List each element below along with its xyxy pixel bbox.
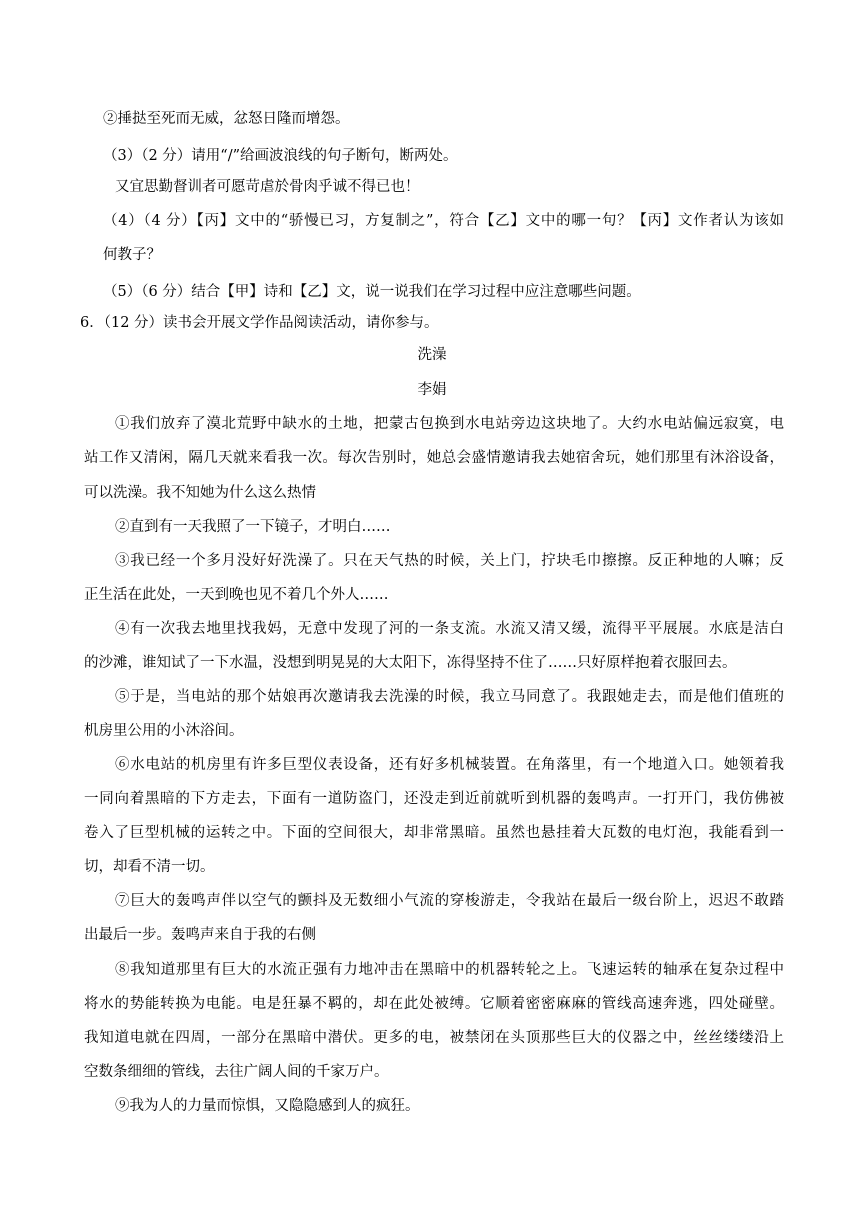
question-5: （5）（6 分）结合【甲】诗和【乙】文，说一说我们在学习过程中应注意哪些问题。 xyxy=(103,284,641,300)
question-4-continued: 何教子？ xyxy=(103,247,161,263)
paragraph-3-line-2: 正生活在此处，一天到晚也见不着几个外人…… xyxy=(84,587,389,603)
paragraph-7-line-2: 出最后一步。轰鸣声来自于我的右侧 xyxy=(84,927,316,943)
paragraph-6-line-2: 一同向着黑暗的下方走去，下面有一道防盗门，还没走到近前就听到机器的轰鸣声。一打开门，我仿佛被 xyxy=(84,791,784,807)
paragraph-4-line-2: 的沙滩，谁知试了一下水温，没想到明晃晃的大太阳下，冻得坚持不住了……只好原样抱着衣服回去。 xyxy=(84,655,737,671)
question-3: （3）（2 分）请用“/”给画波浪线的句子断句，断两处。 xyxy=(103,148,458,164)
paragraph-5: ⑤于是，当电站的那个姑娘再次邀请我去洗澡的时候，我立马同意了。我跟她走去，而是他们值班的 xyxy=(115,689,784,705)
classical-text-line: ②捶挞至死而无威，忿怒日隆而增怨。 xyxy=(103,111,350,127)
paragraph-6: ⑥水电站的机房里有许多巨型仪表设备，还有好多机械装置。在角落里，有一个地道入口。她领着我 xyxy=(115,757,784,773)
question-4: （4）（4 分）【丙】文中的“骄慢已习，方复制之”，符合【乙】文中的哪一句？【丙】文作者认为该如 xyxy=(103,213,784,229)
paragraph-1-line-2: 站工作又清闲，隔几天就来看我一次。每次告别时，她总会盛情邀请我去她宿舍玩，她们那里有沐浴设备， xyxy=(84,450,784,466)
paragraph-3: ③我已经一个多月没好好洗澡了。只在天气热的时候，关上门，拧块毛巾擦擦。反正种地的人嘛；反 xyxy=(115,553,784,569)
paragraph-7: ⑦巨大的轰鸣声伴以空气的颤抖及无数细小气流的穿梭游走，令我站在最后一级台阶上，迟迟不敢踏 xyxy=(115,893,784,909)
paragraph-8-line-4: 空数条细细的管线，去往广阔人间的千家万户。 xyxy=(84,1064,389,1080)
wavy-underlined-sentence: 又宜思勤督训者可愿苛虐於骨肉乎诚不得已也！ xyxy=(115,179,420,195)
paragraph-8: ⑧我知道那里有巨大的水流正强有力地冲击在黑暗中的机器转轮之上。飞速运转的轴承在复杂过程中 xyxy=(115,962,784,978)
paragraph-9: ⑨我为人的力量而惊惧，又隐隐感到人的疯狂。 xyxy=(115,1098,420,1114)
paragraph-8-line-2: 将水的势能转换为电能。电是狂暴不羁的，却在此处被缚。它顺着密密麻麻的管线高速奔逃，四处碰壁。 xyxy=(84,996,784,1012)
question-6: 6．（12 分）读书会开展文学作品阅读活动，请你参与。 xyxy=(80,315,439,331)
paragraph-4: ④有一次我去地里找我妈，无意中发现了河的一条支流。水流又清又缓，流得平平展展。水底是洁白 xyxy=(115,621,784,637)
article-title: 洗澡 xyxy=(417,347,447,363)
paragraph-6-line-4: 切，却看不清一切。 xyxy=(84,859,215,875)
paragraph-6-line-3: 卷入了巨型机械的运转之中。下面的空间很大，却非常黑暗。虽然也悬挂着大瓦数的电灯泡，我能看到一 xyxy=(84,825,784,841)
paragraph-5-line-2: 机房里公用的小沐浴间。 xyxy=(84,723,244,739)
paragraph-2: ②直到有一天我照了一下镜子，才明白…… xyxy=(115,519,391,535)
paragraph-1-line-3: 可以洗澡。我不知她为什么这么热情 xyxy=(84,485,316,501)
paragraph-1: ①我们放弃了漠北荒野中缺水的土地，把蒙古包换到水电站旁边这块地了。大约水电站偏远寂寞，电 xyxy=(115,416,784,432)
article-author: 李娟 xyxy=(417,382,447,398)
paragraph-8-line-3: 我知道电就在四周，一部分在黑暗中潜伏。更多的电，被禁闭在头顶那些巨大的仪器之中，丝丝缕缕沿上 xyxy=(84,1030,784,1046)
